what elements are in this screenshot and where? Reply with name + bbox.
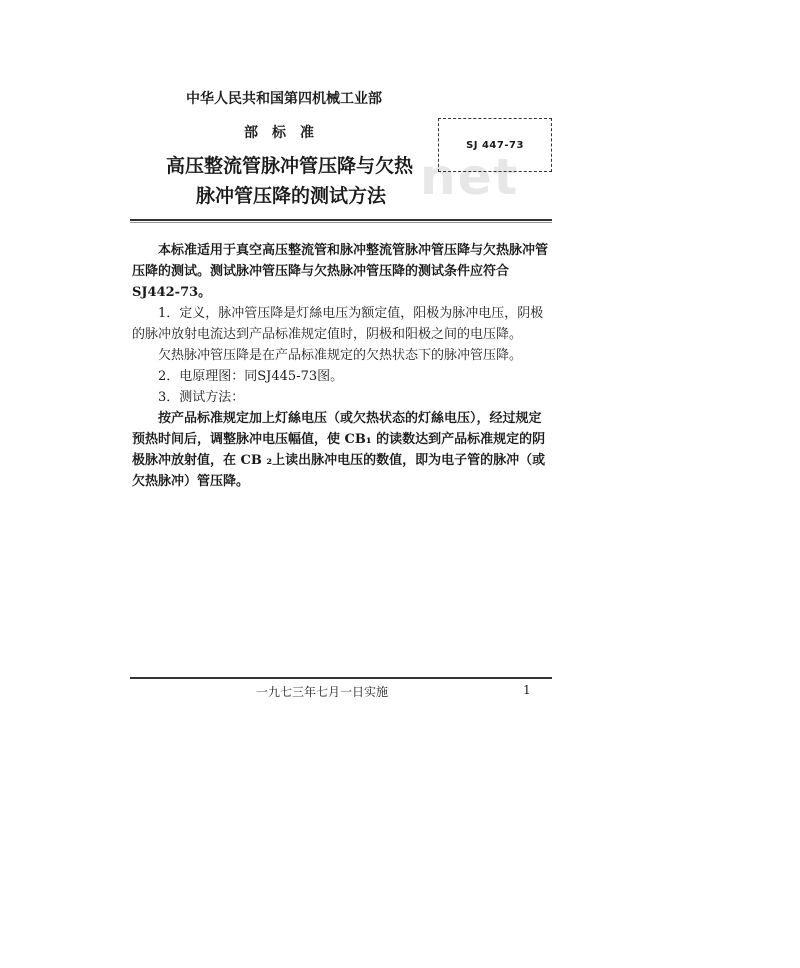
- standard-code-box: [438, 118, 552, 172]
- footer-divider: [130, 677, 552, 679]
- paragraph-underheat: 欠热脉冲管压降是在产品标准规定的欠热状态下的脉冲管压降。: [158, 348, 523, 363]
- ministry-name: 中华人民共和国第四机械工业部: [186, 91, 382, 107]
- paragraph-schematic: 2．电原理图：同SJ445-73图。: [158, 369, 344, 384]
- paragraph-method: 按产品标准规定加上灯絲电压（或欠热状态的灯絲电压），经过规定预热时间后，调整脉冲电压幅值，使 CB₁ 的读数达到产品标准规定的阴极脉冲放射值，在 CB ₂上读出脉冲电压的数值，即为电子管的脉冲（或欠热脉冲）管压降。: [132, 411, 546, 489]
- paragraph-scope: 本标准适用于真空高压整流管和脉冲整流管脉冲管压降与欠热脉冲管压降的测试。测试脉冲管压降与欠热脉冲管压降的测试条件应符合SJ442-73。: [132, 243, 549, 300]
- page-number: 1: [523, 683, 531, 697]
- paragraph-method-heading: 3．测试方法：: [158, 390, 245, 405]
- body-text: [132, 240, 552, 492]
- header-divider: [130, 219, 552, 221]
- standard-code: SJ 447-73: [466, 139, 524, 151]
- title-line-1: 高压整流管脉冲管压降与欠热: [166, 155, 414, 177]
- paragraph-definition: 1．定义，脉冲管压降是灯絲电压为额定值，阳极为脉冲电压，阴极的脉冲放射电流达到产品标准规定值时，阴极和阳极之间的电压降。: [132, 306, 544, 342]
- effective-date: 一九七三年七月一日实施: [256, 685, 389, 699]
- watermark: net: [420, 148, 520, 206]
- title-line-2: 脉冲管压降的测试方法: [196, 185, 387, 207]
- standard-type: 部标准: [244, 125, 328, 141]
- header-divider-thin: [130, 222, 552, 223]
